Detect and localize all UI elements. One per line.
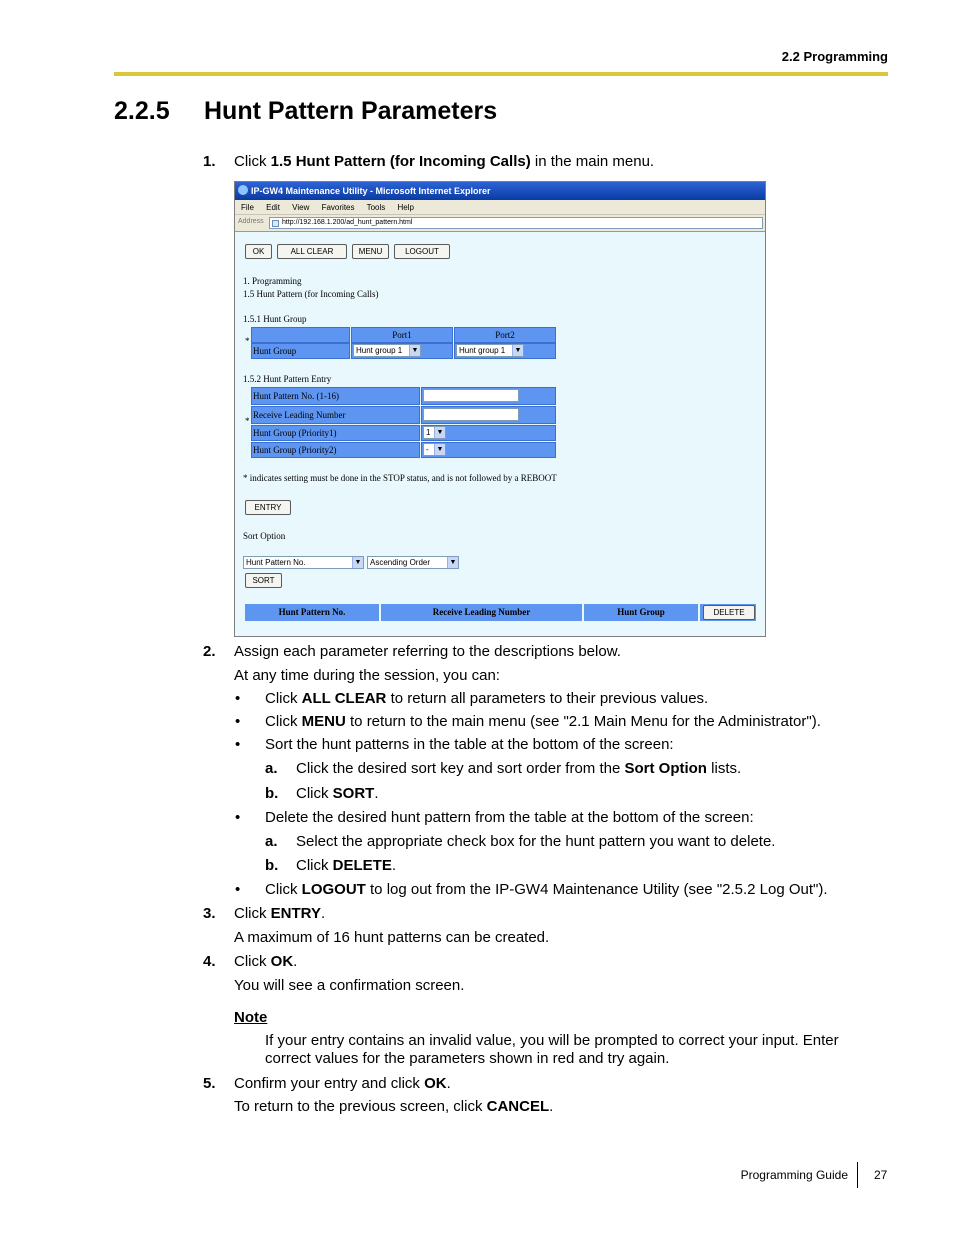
note-title: Note bbox=[234, 1009, 268, 1026]
section-number: 2.2.5 bbox=[114, 97, 170, 125]
logout-button[interactable]: LOGOUT bbox=[394, 244, 450, 259]
menu-view[interactable]: View bbox=[292, 203, 310, 212]
ie-icon bbox=[238, 185, 248, 195]
bullet-3-b-text: Click SORT. bbox=[296, 785, 379, 802]
bullet-3-a-text: Click the desired sort key and sort order from the Sort Option lists. bbox=[296, 760, 742, 777]
header-rule bbox=[114, 72, 888, 76]
bullet-4-text: Delete the desired hunt pattern from the table at the bottom of the screen: bbox=[265, 809, 754, 826]
chevron-down-icon: ▼ bbox=[409, 345, 420, 356]
entry-star-marker: * bbox=[245, 416, 250, 426]
chevron-down-icon: ▼ bbox=[447, 557, 458, 568]
bullet-3: • bbox=[235, 736, 241, 753]
menu-favorites[interactable]: Favorites bbox=[321, 203, 355, 212]
row-priority1-label: Hunt Group (Priority1) bbox=[251, 425, 420, 441]
port1-header: Port1 bbox=[351, 327, 453, 343]
table-header-hunt-group: Hunt Group bbox=[584, 604, 698, 621]
delete-button[interactable]: DELETE bbox=[703, 605, 755, 620]
breadcrumb-2: 1.5 Hunt Pattern (for Incoming Calls) bbox=[243, 289, 379, 299]
step-3-number: 3. bbox=[203, 905, 216, 922]
hunt-group-heading: 1.5.1 Hunt Group bbox=[243, 314, 307, 324]
sort-button[interactable]: SORT bbox=[245, 573, 282, 588]
breadcrumb-1: 1. Programming bbox=[243, 276, 302, 286]
step-5-number: 5. bbox=[203, 1075, 216, 1092]
bullet-1-text: Click ALL CLEAR to return all parameters to their previous values. bbox=[265, 690, 709, 707]
note-body: If your entry contains an invalid value, you will be prompted to correct your input. Enter correct values for the parameters shown in red and try again. bbox=[265, 1032, 839, 1067]
sort-option-label: Sort Option bbox=[243, 531, 286, 541]
menu-help[interactable]: Help bbox=[397, 203, 414, 212]
bullet-4-b-label: b. bbox=[265, 857, 279, 874]
all-clear-button[interactable]: ALL CLEAR bbox=[277, 244, 347, 259]
hunt-group-header-blank bbox=[251, 327, 350, 343]
step-5-text: Confirm your entry and click OK. bbox=[234, 1075, 451, 1092]
step-4-number: 4. bbox=[203, 953, 216, 970]
step-2-number: 2. bbox=[203, 643, 216, 660]
running-header: 2.2 Programming bbox=[781, 49, 888, 64]
address-input[interactable]: http://192.168.1.200/ad_hunt_pattern.html bbox=[269, 217, 763, 229]
priority1-select[interactable]: 1 ▼ bbox=[423, 426, 446, 439]
step-3-text: Click ENTRY. bbox=[234, 905, 326, 922]
row-priority2-label: Hunt Group (Priority2) bbox=[251, 442, 420, 458]
row-receive-leading-label: Receive Leading Number bbox=[251, 406, 420, 424]
bullet-4-a-text: Select the appropriate check box for the hunt pattern you want to delete. bbox=[296, 833, 776, 850]
step-3-sub: A maximum of 16 hunt patterns can be created. bbox=[234, 929, 550, 946]
chevron-down-icon: ▼ bbox=[512, 345, 523, 356]
step-4-sub: You will see a confirmation screen. bbox=[234, 977, 465, 994]
port2-header: Port2 bbox=[454, 327, 556, 343]
section-title bbox=[114, 97, 497, 126]
bullet-4: • bbox=[235, 809, 241, 826]
section-title-text: Hunt Pattern Parameters bbox=[204, 97, 498, 125]
port2-hunt-group-select[interactable]: Hunt group 1 ▼ bbox=[456, 344, 524, 357]
pattern-no-input[interactable] bbox=[423, 389, 519, 402]
ok-button[interactable]: OK bbox=[245, 244, 272, 259]
menu-file[interactable]: File bbox=[241, 203, 254, 212]
footer-guide: Programming Guide bbox=[740, 1168, 848, 1182]
footer-page-number: 27 bbox=[874, 1168, 888, 1182]
row-pattern-no-label: Hunt Pattern No. (1-16) bbox=[251, 387, 420, 405]
step-2-intro: At any time during the session, you can: bbox=[234, 667, 500, 684]
bullet-4-a-label: a. bbox=[265, 833, 278, 850]
chevron-down-icon: ▼ bbox=[434, 427, 445, 438]
footer-divider bbox=[857, 1162, 858, 1188]
sort-order-select[interactable]: Ascending Order ▼ bbox=[367, 556, 459, 569]
bullet-3-a-label: a. bbox=[265, 760, 278, 777]
step-2-text: Assign each parameter referring to the descriptions below. bbox=[234, 643, 621, 660]
star-note: * indicates setting must be done in the STOP status, and is not followed by a REBOOT bbox=[243, 473, 557, 483]
bullet-5-text: Click LOGOUT to log out from the IP-GW4 Maintenance Utility (see "2.5.2 Log Out"). bbox=[265, 881, 828, 898]
bullet-4-b-text: Click DELETE. bbox=[296, 857, 397, 874]
bullet-3-text: Sort the hunt patterns in the table at the bottom of the screen: bbox=[265, 736, 674, 753]
bullet-2: • bbox=[235, 713, 241, 730]
sort-key-select[interactable]: Hunt Pattern No. ▼ bbox=[243, 556, 364, 569]
bullet-3-b-label: b. bbox=[265, 785, 279, 802]
entry-heading: 1.5.2 Hunt Pattern Entry bbox=[243, 374, 332, 384]
window-titlebar: IP-GW4 Maintenance Utility - Microsoft Internet Explorer bbox=[235, 182, 765, 200]
hunt-group-label: Hunt Group bbox=[251, 343, 350, 359]
chevron-down-icon: ▼ bbox=[352, 557, 363, 568]
priority2-select[interactable]: - ▼ bbox=[423, 443, 446, 456]
entry-button[interactable]: ENTRY bbox=[245, 500, 291, 515]
step-1-number: 1. bbox=[203, 153, 216, 170]
table-header-receive-leading: Receive Leading Number bbox=[381, 604, 582, 621]
step-5-sub: To return to the previous screen, click CANCEL. bbox=[234, 1098, 554, 1115]
address-label: Address bbox=[238, 218, 264, 225]
menu-bar bbox=[235, 200, 765, 215]
bullet-2-text: Click MENU to return to the main menu (see "2.1 Main Menu for the Administrator"). bbox=[265, 713, 821, 730]
step-4-text: Click OK. bbox=[234, 953, 298, 970]
bullet-5: • bbox=[235, 881, 241, 898]
menu-tools[interactable]: Tools bbox=[366, 203, 386, 212]
table-header-pattern-no: Hunt Pattern No. bbox=[245, 604, 379, 621]
port1-hunt-group-select[interactable]: Hunt group 1 ▼ bbox=[353, 344, 421, 357]
browser-screenshot bbox=[234, 181, 766, 637]
bullet-1: • bbox=[235, 690, 241, 707]
page-icon bbox=[272, 220, 279, 227]
address-bar bbox=[235, 215, 765, 232]
star-marker: * bbox=[245, 336, 250, 346]
menu-button[interactable]: MENU bbox=[352, 244, 389, 259]
menu-edit[interactable]: Edit bbox=[266, 203, 280, 212]
chevron-down-icon: ▼ bbox=[434, 444, 445, 455]
receive-leading-input[interactable] bbox=[423, 408, 519, 421]
step-1-text: Click 1.5 Hunt Pattern (for Incoming Calls) in the main menu. bbox=[234, 153, 655, 170]
